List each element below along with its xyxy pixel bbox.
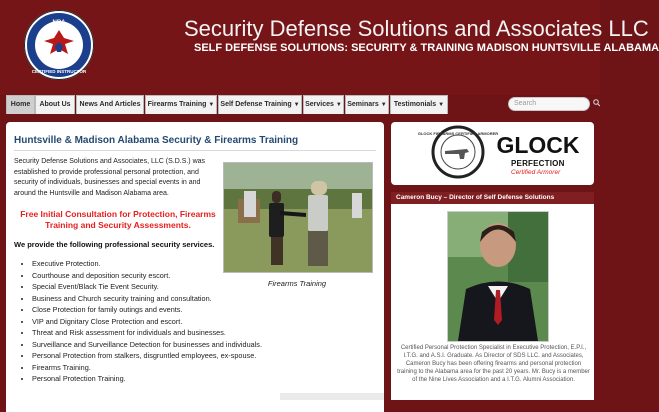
photo-caption: Firearms Training	[267, 279, 327, 288]
service-item: • VIP and Dignitary Close Protection and escort.	[32, 316, 262, 328]
main-content	[6, 122, 384, 412]
chevron-down-icon: ▼	[380, 102, 387, 108]
nav-label: Services	[305, 101, 334, 108]
chevron-down-icon: ▼	[438, 102, 445, 108]
intro-paragraph: Security Defense Solutions and Associates, LLC (S.D.S.) was established to provide professional personal protection, and security of individuals, businesses and special events in and around the Huntsville and Madison Alabama area.	[14, 158, 206, 197]
page-title: Huntsville & Madison Alabama Security & Firearms Training	[14, 135, 299, 146]
site-header	[0, 0, 659, 95]
certified-armorer-label: Certified Armorer	[511, 169, 561, 176]
nav-item-firearms-training[interactable]	[145, 95, 217, 114]
service-item: • Threat and Risk assessment for individuals and businesses.	[32, 327, 262, 339]
search-input[interactable]: Search	[508, 97, 590, 111]
site-title[interactable]: Security Defense Solutions and Associates LLC	[184, 16, 649, 41]
nav-item-seminars[interactable]	[345, 95, 389, 114]
logo-bottom-text: CERTIFIED INSTRUCTOR	[31, 69, 87, 74]
service-item: • Firearms Training.	[32, 362, 262, 374]
service-item: • Surveillance and Surveillance Detection for businesses and individuals.	[32, 339, 262, 351]
nav-item-testimonials[interactable]	[390, 95, 448, 114]
nav-item-home[interactable]	[6, 95, 35, 114]
service-item: • Business and Church security training and consultation.	[32, 293, 262, 305]
logo-top-text: NRA	[52, 20, 66, 26]
glock-seal-text: GLOCK FIREARMS CERTIFIED ARMORER	[417, 131, 499, 136]
title-divider	[14, 150, 376, 151]
nav-label: Testimonials	[393, 101, 437, 108]
nav-item-self-defense-training[interactable]	[218, 95, 302, 114]
perfection-label: PERFECTION	[511, 159, 565, 168]
nav-label: About Us	[39, 101, 71, 108]
armorer-badges	[391, 122, 594, 185]
nav-item-about-us[interactable]	[35, 95, 75, 114]
chevron-down-icon: ▼	[293, 102, 300, 108]
nra-eagle-icon	[24, 10, 94, 80]
nav-item-news-and-articles[interactable]	[76, 95, 144, 114]
services-list	[20, 258, 262, 385]
service-item: • Close Protection for family outings and events.	[32, 304, 262, 316]
nra-logo[interactable]	[24, 10, 94, 80]
bio-title: Cameron Bucy – Director of Self Defense Solutions	[391, 192, 594, 204]
service-item: • Personal Protection from stalkers, disgruntled employees, ex-spouse.	[32, 350, 262, 362]
firearms-training-photo	[223, 162, 373, 273]
chevron-down-icon: ▼	[208, 102, 215, 108]
glock-seal-icon	[417, 125, 499, 179]
consultation-cta: Free Initial Consultation for Protection, Firearms Training and Security Assessments.	[20, 209, 216, 230]
service-item: • Special Event/Black Tie Event Security.	[32, 281, 262, 293]
sidebar	[391, 122, 594, 400]
service-item: • Executive Protection.	[32, 258, 262, 270]
nav-label: Home	[10, 101, 31, 108]
director-photo	[447, 211, 549, 342]
nav-label: Self Defense Training	[220, 101, 292, 108]
main-nav	[6, 95, 594, 115]
bio-text: Certified Personal Protection Specialist in Executive Protection, E.P.I., I.T.G. and A.S.I. Graduate. As Director of SDS LLC. and Associates, Cameron Bucy has been offering firearms and personal protection training to the Alabama area for the past 20 years. Mr. Bucy is a member of the Nine Lives Association and a I.T.G. Alumni Association.	[397, 345, 590, 383]
footer-strip	[280, 393, 384, 400]
nav-label: Firearms Training	[147, 101, 207, 108]
service-item: • Courthouse and deposition security escort.	[32, 270, 262, 282]
nav-item-services[interactable]	[303, 95, 344, 114]
site-subtitle: SELF DEFENSE SOLUTIONS: SECURITY & TRAINING MADISON HUNTSVILLE ALABAMA	[194, 42, 659, 54]
nav-label: News And Articles	[79, 101, 141, 108]
services-heading: We provide the following professional security services.	[14, 240, 215, 249]
search-icon[interactable]	[593, 97, 600, 110]
glock-wordmark: GLOCK	[496, 132, 580, 158]
service-item: • Personal Protection Training.	[32, 373, 262, 385]
chevron-down-icon: ▼	[335, 102, 342, 108]
nav-label: Seminars	[347, 101, 379, 108]
director-bio	[391, 192, 594, 400]
